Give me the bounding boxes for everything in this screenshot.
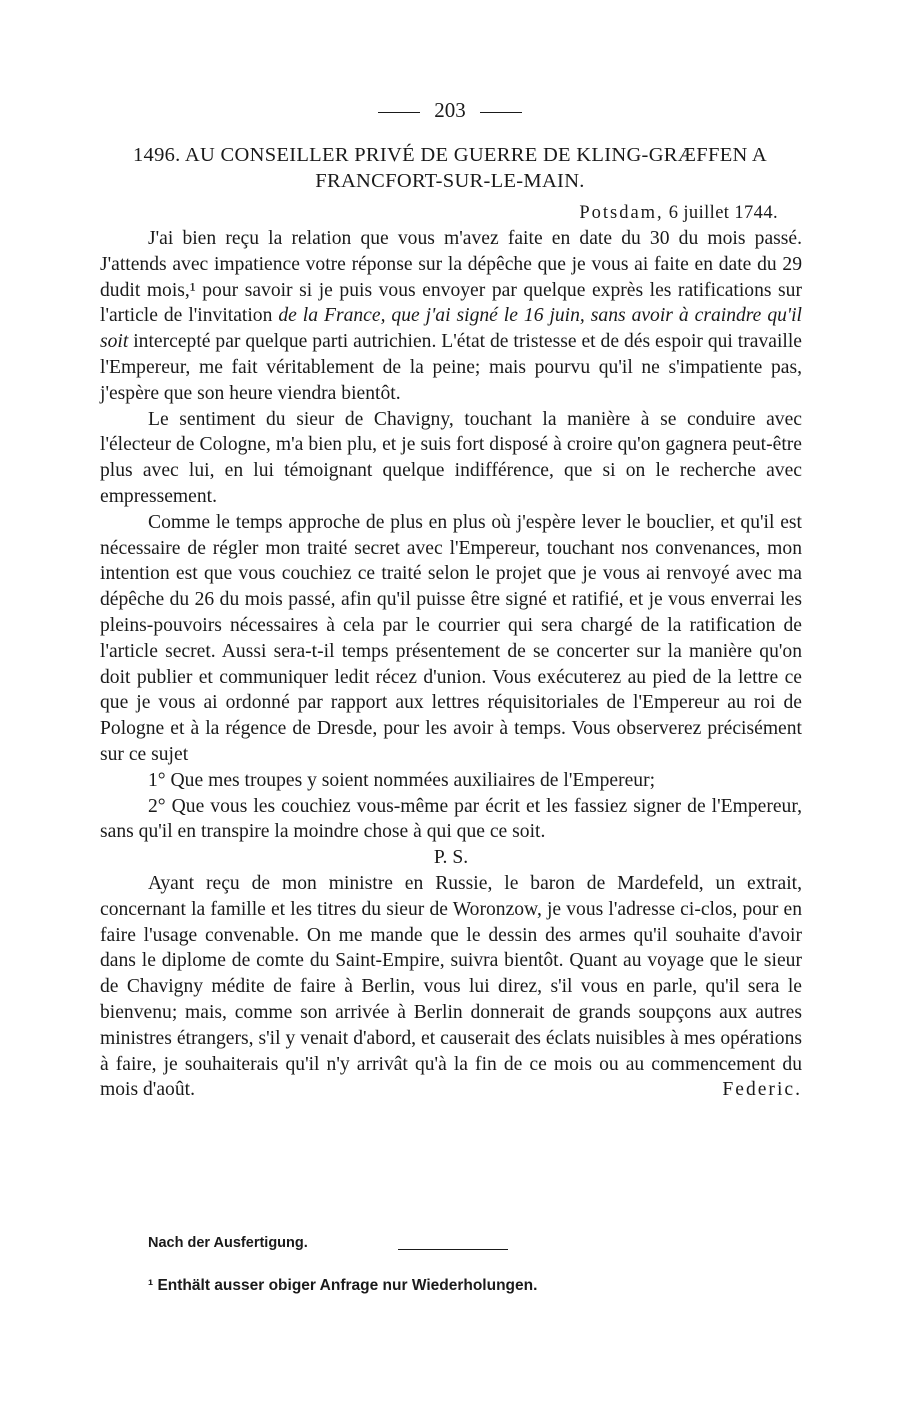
postscript-text: Ayant reçu de mon ministre en Russie, le baron de Mardefeld, un extrait, concernant la famille et les titres du sieur de Woronzow, je vous l'adresse ci-clos, pour en faire l'usage convenable. On me mande que le dessin des armes qu'il souhaite d'avoir dans le diplome de comte du Saint-Empire, suivra bientôt. Quant au voyage que le sieur de Chavigny médite de faire à Berlin, vous lui direz, s'il vous en parle, qu'il sera le bienvenu; mais, comme son arrivée à Berlin donnerait de grands soupçons aux autres ministres étrangers, s'il y venait d'abord, et causerait des éclats nuisibles à mes opérations à faire, je souhaiterais qu'il n'y arrivât qu'à la fin de ce mois ou au commencement du mois d'août.	[100, 872, 802, 1101]
numbered-item-1: 1° Que mes troupes y soient nommées auxiliaires de l'Empereur;	[148, 769, 656, 791]
numbered-item-2: 2° Que vous les couchiez vous-même par écrit et les fassiez signer de l'Empereur, sans qu'il en transpire la moindre chose à qui que ce soit.	[100, 795, 802, 843]
letter-body	[100, 226, 802, 1103]
page-number-rule-left	[378, 112, 420, 113]
page-number-line	[0, 98, 900, 123]
page-number-rule-right	[480, 112, 522, 113]
paragraph-1-part-b: intercepté par quelque parti autrichien. L'état de tristesse et de dés espoir qui travaille l'Empereur, me fait véritablement de la peine; mais pourvu qu'il ne s'impatiente pas, j'espère que son heure viendra bientôt.	[100, 331, 802, 404]
source-note: Nach der Ausfertigung.	[148, 1235, 308, 1251]
postscript-heading: P. S.	[433, 847, 469, 869]
letter-title: 1496. AU CONSEILLER PRIVÉ DE GUERRE DE KLING-GRÆFFEN A FRANCFORT-SUR-LE-MAIN.	[132, 144, 768, 192]
paragraph-1-part-a: J'ai bien reçu la relation que vous m'avez faite en date du 30 du mois passé. J'attends avec impatience votre réponse sur la dépêche que je vous ai faite en date du 29 dudit mois,¹ pour savoir si je puis vous envoyer par quelque exprès les ratifications sur l'article de l'invitation	[100, 228, 802, 327]
paragraph-1-italic: de la France, que j'ai signé le 16 juin, sans avoir à craindre qu'il soit	[100, 305, 802, 353]
dateline	[579, 203, 778, 224]
dateline-place: Potsdam,	[579, 203, 664, 223]
footnote: ¹ Enthält ausser obiger Anfrage nur Wiederholungen.	[148, 1277, 538, 1294]
paragraph-3: Comme le temps approche de plus en plus où j'espère lever le bouclier, et qu'il est nécessaire de régler mon traité secret avec l'Empereur, touchant nos convenances, mon intention est que vous couchiez ce traité selon le projet que je vous ai renvoyé avec ma dépêche du 26 du mois passé, afin qu'il puisse être signé et ratifié, et je vous enverrai les pleins-pouvoirs nécessaires à cela par le courrier qui sera chargé de la ratification de l'article secret. Aussi sera-t-il temps présentement de se concerter sur la manière qu'on doit publier et communiquer ledit récez d'union. Vous exécuterez au pied de la lettre ce que je vous ai ordonné par rapport aux lettres réquisitoriales de l'Empereur au roi de Pologne et à la régence de Dresde, pour les avoir à temps. Vous observerez précisément sur ce sujet	[100, 511, 802, 765]
paragraph-1	[100, 226, 802, 407]
page-number: 203	[434, 98, 466, 122]
dateline-date: 6 juillet 1744.	[668, 203, 778, 223]
paragraph-2: Le sentiment du sieur de Chavigny, touchant la manière à se conduire avec l'électeur de Cologne, m'a bien plu, et je suis fort disposé à croire qu'on gagnera peut-être plus avec lui, en lui témoignant quelque indifférence, que si on le recherche avec empressement.	[100, 408, 802, 507]
postscript-paragraph	[100, 871, 802, 1103]
footnote-separator	[398, 1249, 508, 1250]
signature: Federic.	[722, 1079, 802, 1101]
